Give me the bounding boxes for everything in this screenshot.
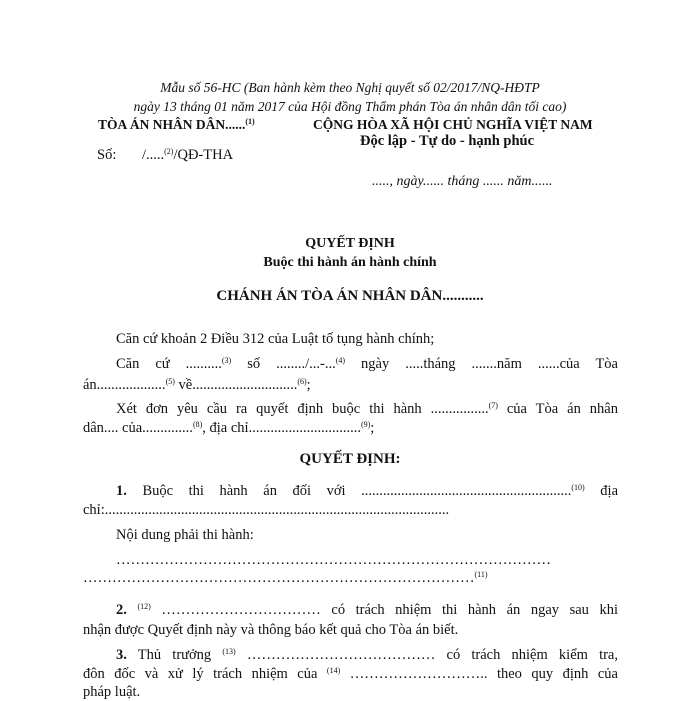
item-number: 1. (116, 483, 127, 499)
form-reference-line1: Mẫu số 56-HC (Ban hành kèm theo Nghị quyết số 02/2017/NQ-HĐTP (160, 80, 540, 95)
footnote-ref: (2) (164, 147, 174, 156)
basis-text: án................... (83, 377, 166, 393)
decision-number (97, 147, 233, 164)
item-number: 2. (116, 602, 127, 618)
basis-text: Xét đơn yêu cầu ra quyết định buộc thi hành ................ (116, 401, 489, 417)
footnote-ref: (5) (165, 377, 175, 386)
basis-text: ngày .....tháng .......năm ......của Tòa (345, 356, 618, 372)
item-text: Thủ trưởng (126, 647, 223, 663)
decision-heading: QUYẾT ĐỊNH: (299, 451, 401, 467)
content-dots-line-1: ……………………………………………………………………………… (116, 552, 551, 568)
basis-text: ; (306, 377, 311, 393)
footnote-ref: (9) (360, 420, 371, 429)
issuing-authority: CHÁNH ÁN TÒA ÁN NHÂN DÂN........... (216, 288, 484, 304)
decision-item-1 (116, 483, 618, 500)
basis-line-1: Căn cứ khoản 2 Điều 312 của Luật tố tụng hành chính; (116, 331, 435, 347)
content-dots-line-2 (83, 570, 488, 587)
basis-text: số ......../...-... (231, 356, 336, 372)
footnote-ref: (8) (192, 420, 203, 429)
footnote-ref: (10) (571, 483, 585, 492)
date-line: ....., ngày...... tháng ...... năm...... (372, 174, 553, 189)
footnote-ref: (4) (335, 356, 346, 365)
number-suffix: /QĐ-THA (173, 147, 234, 163)
court-name-text: TÒA ÁN NHÂN DÂN...... (98, 117, 246, 132)
republic-title: CỘNG HÒA XÃ HỘI CHỦ NGHĨA VIỆT NAM (313, 117, 593, 132)
basis-text: Căn cứ .......... (116, 356, 222, 372)
item-text: …………………………… có trách nhiệm thi hành án ngay sau khi (150, 602, 618, 618)
footnote-ref: (7) (488, 401, 498, 410)
decision-item-3-line-3: pháp luật. (83, 684, 141, 700)
basis-line-2 (116, 356, 618, 373)
dots-text: ……………………………………………………………………… (83, 570, 475, 586)
footnote-ref: (11) (474, 570, 488, 579)
item-text: đôn đốc và xử lý trách nhiệm của (83, 666, 327, 682)
item-text: Buộc thi hành án đối với .......................................................... (126, 483, 572, 499)
basis-text: , địa chỉ............................... (202, 420, 361, 436)
item-text: địa (584, 483, 619, 499)
basis-text: về............................. (174, 377, 298, 393)
footnote-ref: (3) (221, 356, 232, 365)
number-dots: /..... (141, 147, 165, 163)
item-text: ………………………………… có trách nhiệm kiểm tra, (235, 647, 618, 663)
form-reference-line2: ngày 13 tháng 01 năm 2017 của Hội đồng Thẩm phán Tòa án nhân dân tối cao) (133, 99, 567, 114)
national-motto: Độc lập - Tự do - hạnh phúc (360, 133, 535, 149)
document-title: QUYẾT ĐỊNH (305, 236, 395, 251)
footnote-ref: (6) (297, 377, 307, 386)
basis-line-3 (83, 377, 311, 394)
footnote-ref: (14) (326, 666, 341, 675)
court-name (98, 117, 255, 133)
basis-line-4 (116, 401, 618, 418)
item-number: 3. (116, 647, 127, 663)
document-subtitle: Buộc thi hành án hành chính (263, 255, 437, 270)
decision-item-1-address: chỉ:............................................................................................... (83, 502, 450, 518)
decision-item-3-line-2 (83, 666, 618, 683)
decision-item-2-line-2: nhận được Quyết định này và thông báo kết quả cho Tòa án biết. (83, 622, 459, 638)
footnote-ref: (1) (245, 117, 255, 126)
footnote-ref: (12) (137, 602, 151, 611)
basis-line-5 (83, 420, 374, 437)
decision-item-3 (116, 647, 618, 664)
footnote-ref: (13) (222, 647, 236, 656)
number-prefix: Số: (97, 147, 117, 163)
content-label: Nội dung phải thi hành: (116, 527, 254, 543)
basis-text: của Tòa án nhân (497, 401, 618, 417)
basis-text: dân.... của.............. (83, 420, 193, 436)
decision-item-2 (116, 602, 618, 619)
basis-text: ; (370, 420, 375, 436)
item-text: ……………………….. theo quy định của (340, 666, 618, 682)
